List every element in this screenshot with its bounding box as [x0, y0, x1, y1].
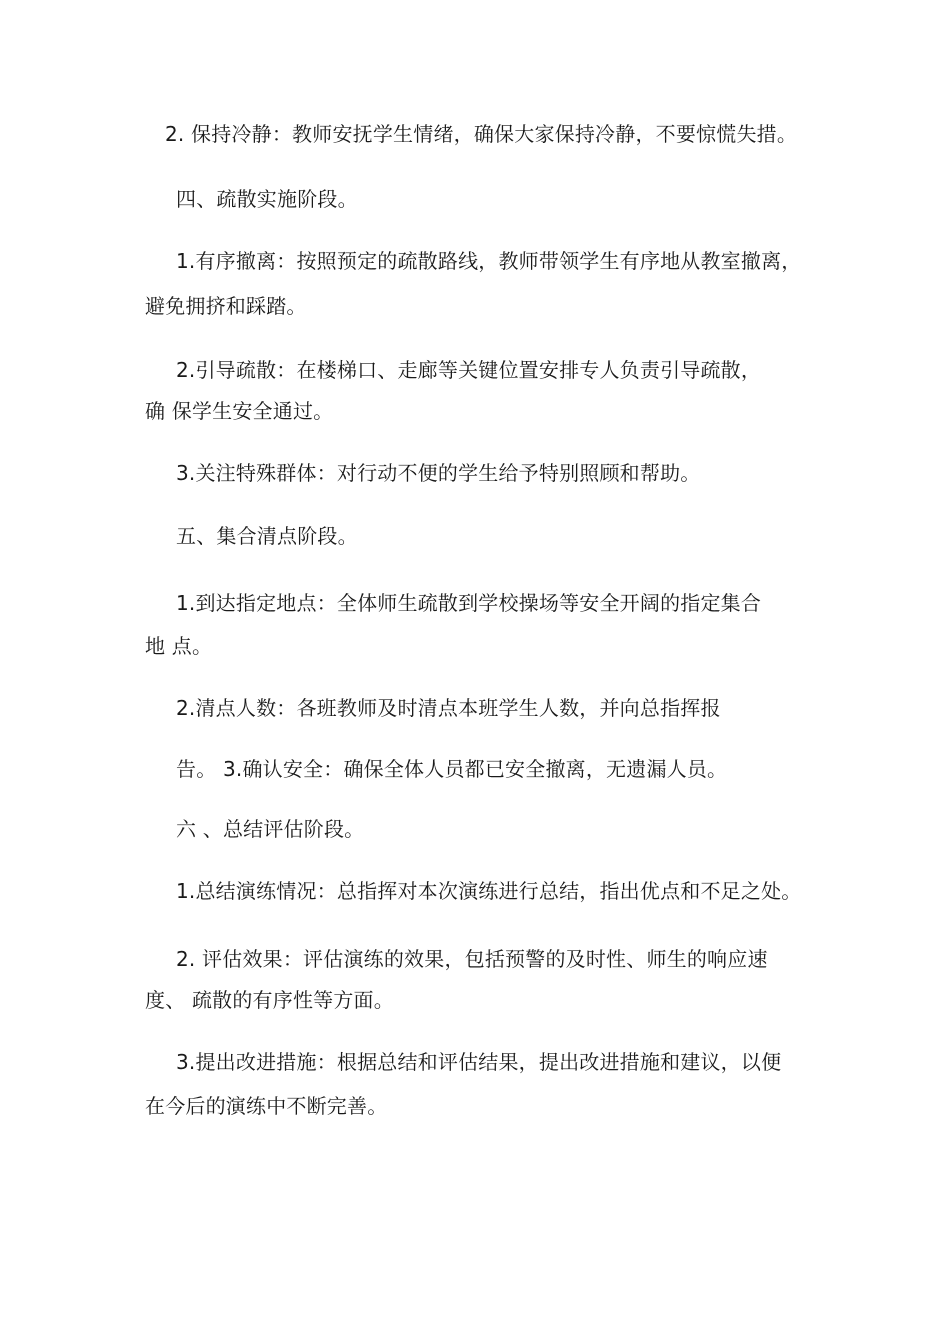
- text-line: 2.引导疏散：在楼梯口、走廊等关键位置安排专人负责引导疏散，: [176, 358, 762, 382]
- text-line: 地 点。: [145, 634, 213, 658]
- section-heading: 五、集合清点阶段。: [176, 524, 358, 548]
- text-line: 1.总结演练情况：总指挥对本次演练进行总结，指出优点和不足之处。: [176, 879, 802, 903]
- text-line: 3.提出改进措施：根据总结和评估结果，提出改进措施和建议，以便: [176, 1050, 782, 1074]
- section-heading: 四、疏散实施阶段。: [176, 187, 358, 211]
- text-line: 在今后的演练中不断完善。: [145, 1094, 388, 1118]
- section-heading: 六 、总结评估阶段。: [176, 817, 365, 841]
- text-line: 告。 3.确认安全：确保全体人员都已安全撤离，无遗漏人员。: [176, 757, 728, 781]
- text-line: 避免拥挤和踩踏。: [145, 294, 307, 318]
- text-line: 1.有序撤离：按照预定的疏散路线，教师带领学生有序地从教室撤离，: [176, 249, 802, 273]
- text-line: 确 保学生安全通过。: [145, 399, 334, 423]
- text-line: 2. 评估效果：评估演练的效果，包括预警的及时性、师生的响应速: [176, 947, 768, 971]
- text-line: 度、 疏散的有序性等方面。: [145, 988, 394, 1012]
- text-line: 3.关注特殊群体：对行动不便的学生给予特别照顾和帮助。: [176, 461, 701, 485]
- text-line: 1.到达指定地点：全体师生疏散到学校操场等安全开阔的指定集合: [176, 591, 762, 615]
- text-line: 2. 保持冷静：教师安抚学生情绪，确保大家保持冷静，不要惊慌失措。: [165, 122, 798, 146]
- text-line: 2.清点人数：各班教师及时清点本班学生人数，并向总指挥报: [176, 696, 721, 720]
